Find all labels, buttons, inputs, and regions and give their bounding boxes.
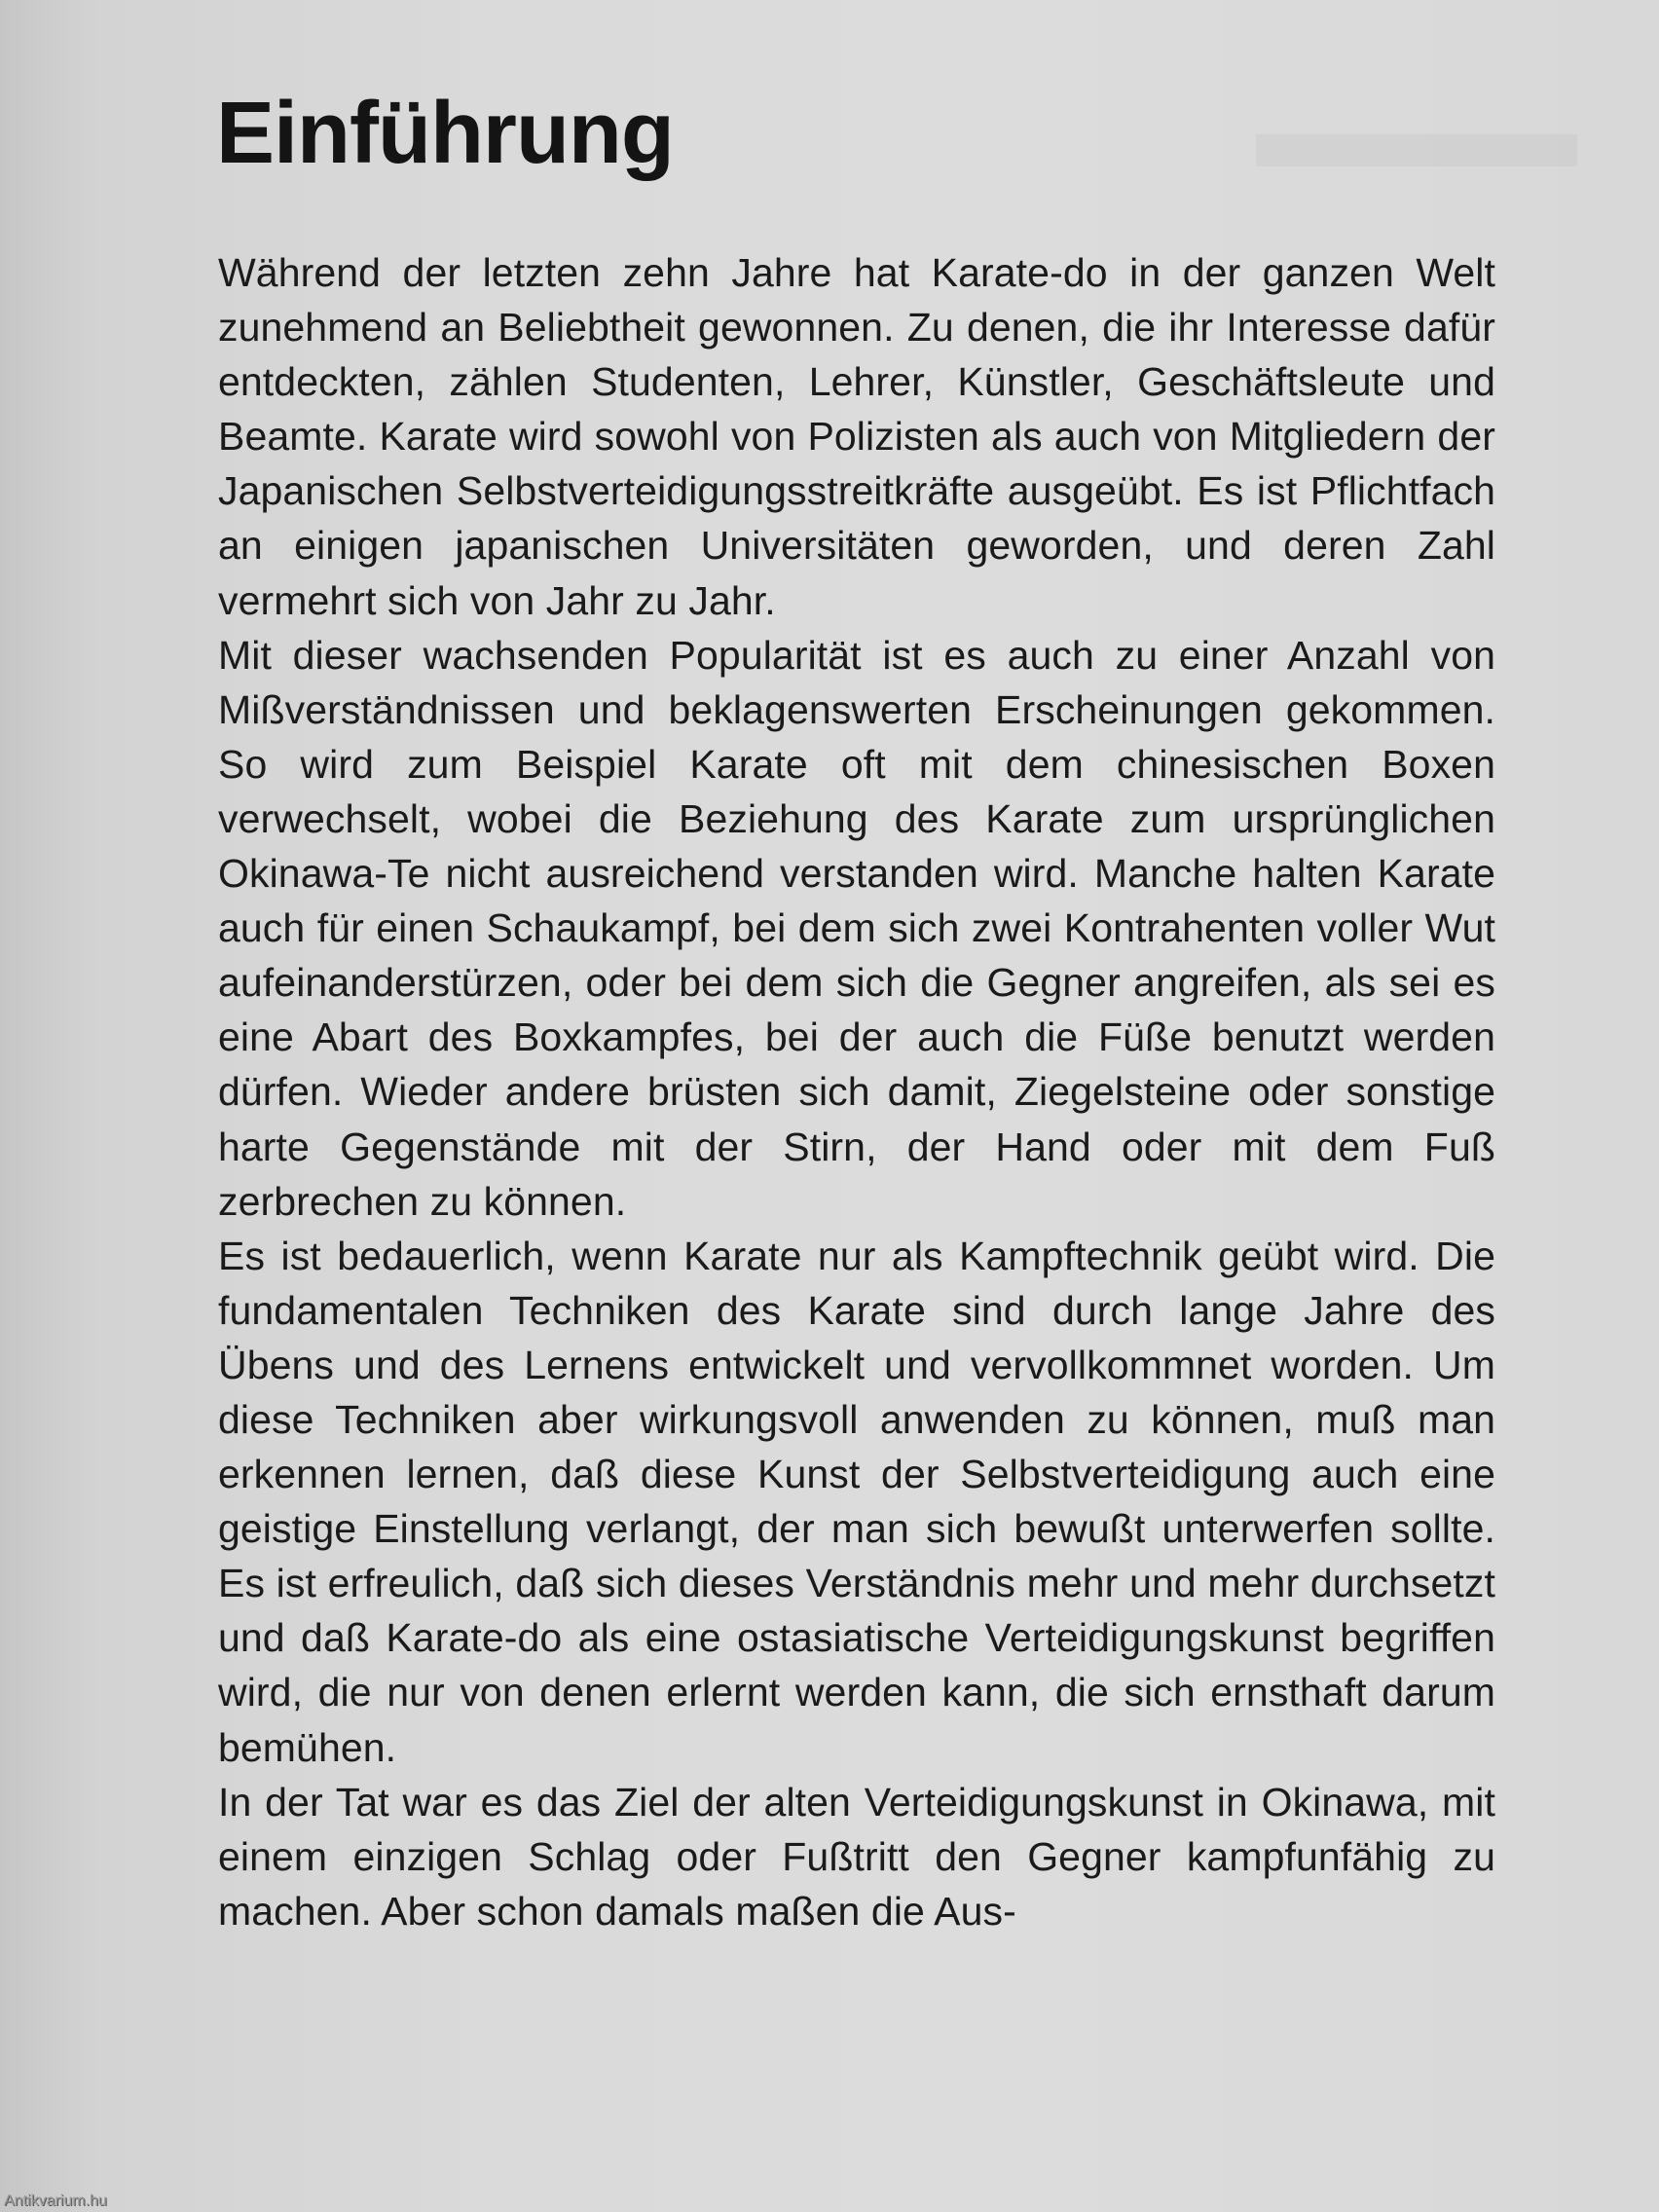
- page-title: Einführung: [216, 85, 674, 182]
- paragraph-2: Mit dieser wachsenden Popularität ist es auch zu einer Anzahl von Mißverständnissen und beklagenswerten Erscheinungen gekommen. So wird zum Beispiel Karate oft mit dem chinesischen Boxen verwechselt, wobei die Beziehung des Karate zum ursprünglichen Okinawa-Te nicht ausreichend verstanden wird. Manche halten Karate auch für einen Schaukampf, bei dem sich zwei Kontrahenten voller Wut aufeinanderstürzen, oder bei dem sich die Gegner angreifen, als sei es eine Abart des Boxkampfes, bei der auch die Füße benutzt werden dürfen. Wieder andere brüsten sich damit, Ziegelsteine oder sonstige harte Gegenstände mit der Stirn, der Hand oder mit dem Fuß zerbrechen zu können.: [218, 632, 1495, 1224]
- bleed-through-decoration: ▬▬▬: [1256, 70, 1577, 190]
- paragraph-4: In der Tat war es das Ziel der alten Verteidigungskunst in Okinawa, mit einem einzigen Schlag oder Fußtritt den Gegner kampfunfähig zu machen. Aber schon damals maßen die Aus-: [218, 1779, 1495, 1934]
- watermark: Antikvarium.hu: [4, 2193, 107, 2209]
- paragraph-3: Es ist bedauerlich, wenn Karate nur als Kampftechnik geübt wird. Die fundamentalen Techniken des Karate sind durch lange Jahre des Übens und des Lernens entwickelt und vervollkommnet worden. Um diese Techniken aber wirkungsvoll anwenden zu können, muß man erkennen lernen, daß diese Kunst der Selbstverteidigung auch eine geistige Einstellung verlangt, der man sich bewußt unterwerfen sollte. Es ist erfreulich, daß sich dieses Verständnis mehr und mehr durchsetzt und daß Karate-do als eine ostasiatische Verteidigungskunst begriffen wird, die nur von denen erlernt werden kann, die sich ernsthaft darum bemühen.: [218, 1233, 1495, 1770]
- body-text: [218, 245, 1495, 1938]
- paragraph-1: Während der letzten zehn Jahre hat Karate-do in der ganzen Welt zunehmend an Beliebtheit gewonnen. Zu denen, die ihr Interesse dafür entdeckten, zählen Studenten, Lehrer, Künstler, Geschäftsleute und Beamte. Karate wird sowohl von Polizisten als auch von Mitgliedern der Japanischen Selbstverteidigungsstreitkräfte ausgeübt. Es ist Pflichtfach an einigen japanischen Universitäten geworden, und deren Zahl vermehrt sich von Jahr zu Jahr.: [218, 250, 1495, 623]
